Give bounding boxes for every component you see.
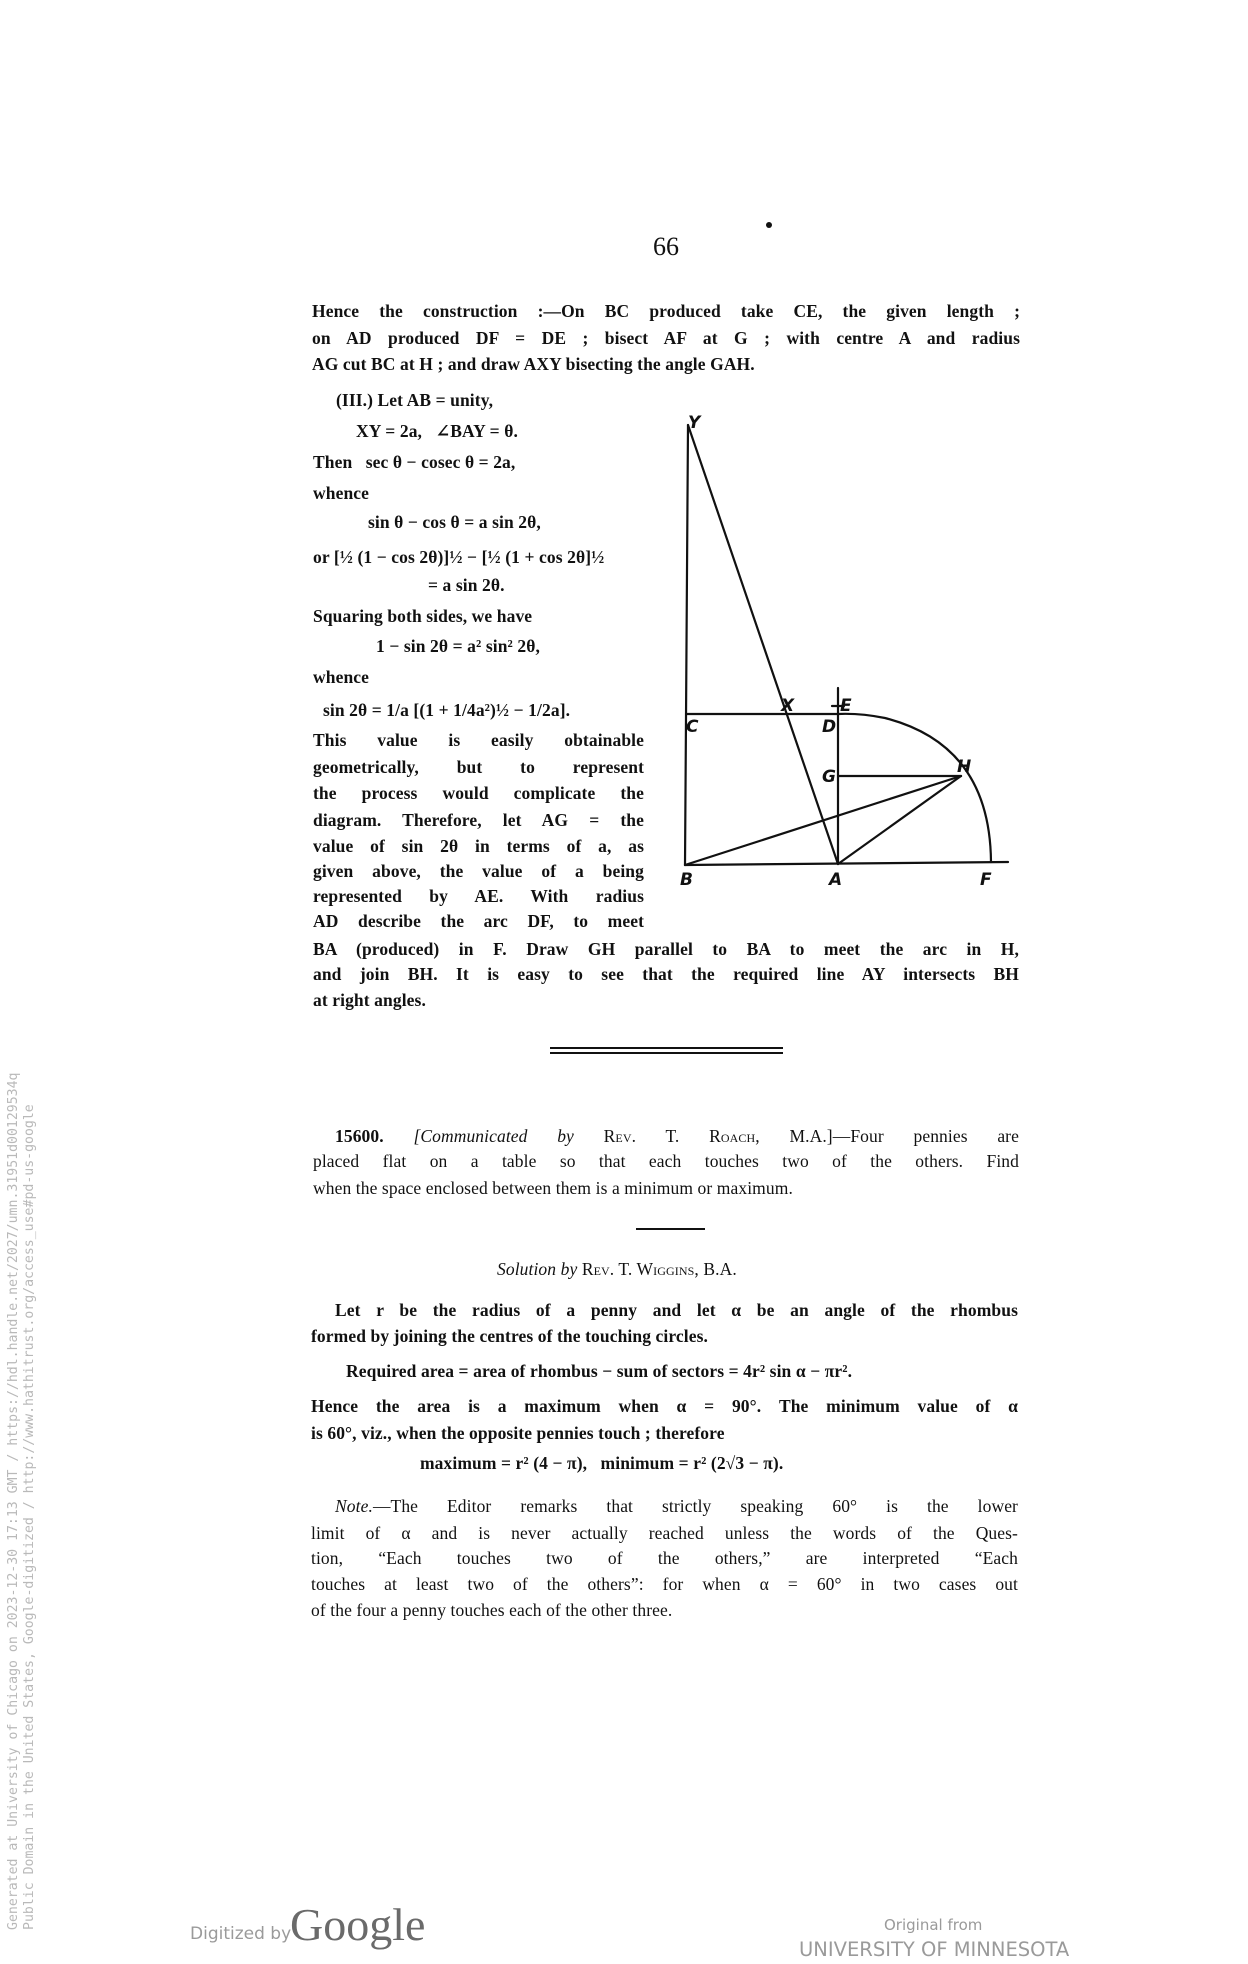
text-line: whence <box>313 667 370 687</box>
arc-DF <box>838 714 991 862</box>
label-C: C <box>686 717 699 737</box>
watermark-line-2: Public Domain in the United States, Google-digitized / http://www.hathitrust.org/access_use#pd-us-google <box>22 1104 37 1930</box>
text-line: Hence the construction :—On BC produced take CE, the given length ; <box>312 301 1020 321</box>
note-line <box>335 1496 1018 1516</box>
text-line: and join BH. It is easy to see that the required line AY intersects BH <box>313 964 1019 984</box>
line-YA <box>688 425 838 864</box>
formula-line: sin θ − cos θ = a sin 2θ, <box>368 512 541 532</box>
text-line: AG cut BC at H ; and draw AXY bisecting the angle GAH. <box>312 354 755 374</box>
solution-by: Solution by <box>497 1259 578 1279</box>
label-Y: Y <box>688 413 701 433</box>
page-number: 66 <box>653 232 679 261</box>
label-A: A <box>829 870 843 890</box>
text-line: on AD produced DF = DE ; bisect AF at G ; with centre A and radius <box>312 328 1020 348</box>
line-BH <box>685 776 961 865</box>
short-rule-divider <box>636 1228 705 1230</box>
label-G: G <box>822 767 836 787</box>
communicated-by: [Communicated by <box>413 1126 574 1146</box>
solution-line: is 60°, viz., when the opposite pennies touch ; therefore <box>311 1423 725 1443</box>
solution-line: Let r be the radius of a penny and let α be an angle of the rhombus <box>335 1300 1018 1320</box>
formula-line: Then sec θ − cosec θ = 2a, <box>313 452 516 472</box>
solution-author: Rev. T. Wiggins, B.A. <box>581 1259 737 1279</box>
extremes-formula: maximum = r² (4 − π), minimum = r² (2√3 − π). <box>420 1453 784 1473</box>
text-line: given above, the value of a being <box>313 861 644 881</box>
label-E: E <box>840 696 852 716</box>
problem-line <box>335 1126 1019 1146</box>
required-area-formula: Required area = area of rhombus − sum of sectors = 4r² sin α − πr². <box>346 1361 853 1381</box>
formula-line: = a sin 2θ. <box>428 575 505 595</box>
text-line: geometrically, but to represent <box>313 757 644 777</box>
label-D: D <box>822 717 837 737</box>
text-line: BA (produced) in F. Draw GH parallel to BA to meet the arc in H, <box>313 939 1019 959</box>
line-BY <box>685 425 688 865</box>
text-line: at right angles. <box>313 990 426 1010</box>
text-line: diagram. Therefore, let AG = the <box>313 810 644 830</box>
text-line: represented by AE. With radius <box>313 886 644 906</box>
label-B: B <box>680 870 693 890</box>
text-line: This value is easily obtainable <box>313 730 644 750</box>
note-text: —The Editor remarks that strictly speaking 60° is the lower <box>372 1496 1018 1516</box>
problem-line: placed flat on a table so that each touches two of the others. Find <box>313 1151 1019 1171</box>
watermark-line-1: Generated at University of Chicago on 2023-12-30 17:13 GMT / https://hdl.handle.net/2027/umn.31951d00129534q <box>6 1072 21 1930</box>
text-line: AD describe the arc DF, to meet <box>313 911 644 931</box>
problem-text: —Four pennies are <box>832 1126 1019 1146</box>
formula-line: XY = 2a, ∠BAY = θ. <box>356 421 518 441</box>
line-BF <box>685 862 1008 865</box>
line-AH <box>838 776 961 864</box>
google-logo: Google <box>290 1899 426 1950</box>
formula-line: sin 2θ = 1/a [(1 + 1/4a²)½ − 1/2a]. <box>323 700 571 720</box>
text-line: value of sin 2θ in terms of a, as <box>313 836 644 856</box>
solution-line: formed by joining the centres of the touching circles. <box>311 1326 708 1346</box>
note-line: tion, “Each touches two of the others,” are interpreted “Each <box>311 1548 1018 1568</box>
note-line: touches at least two of the others”: for when α = 60° in two cases out <box>311 1574 1018 1594</box>
problem-author: Rev. T. Roach, M.A.] <box>603 1126 833 1146</box>
note-line: limit of α and is never actually reached unless the words of the Ques- <box>311 1523 1018 1543</box>
note-line: of the four a penny touches each of the other three. <box>311 1600 673 1620</box>
double-rule-divider <box>550 1047 783 1054</box>
institution-label: UNIVERSITY OF MINNESOTA <box>799 1938 1070 1961</box>
problem-number: 15600. <box>335 1126 384 1146</box>
formula-line: 1 − sin 2θ = a² sin² 2θ, <box>376 636 540 656</box>
label-F: F <box>980 870 992 890</box>
text-line: the process would complicate the <box>313 783 644 803</box>
label-H: H <box>957 757 972 777</box>
original-from-label: Original from <box>884 1916 983 1934</box>
solution-line: Hence the area is a maximum when α = 90°. The minimum value of α <box>311 1396 1018 1416</box>
text-line: (III.) Let AB = unity, <box>336 390 494 410</box>
text-line: Squaring both sides, we have <box>313 606 533 626</box>
formula-line: or [½ (1 − cos 2θ)]½ − [½ (1 + cos 2θ]½ <box>313 547 605 567</box>
problem-line: when the space enclosed between them is a minimum or maximum. <box>313 1178 793 1198</box>
note-label: Note. <box>335 1496 373 1516</box>
label-X: X <box>781 696 795 716</box>
solution-heading <box>497 1259 737 1279</box>
digitized-by-label: Digitized by <box>190 1924 292 1944</box>
text-line: whence <box>313 483 370 503</box>
